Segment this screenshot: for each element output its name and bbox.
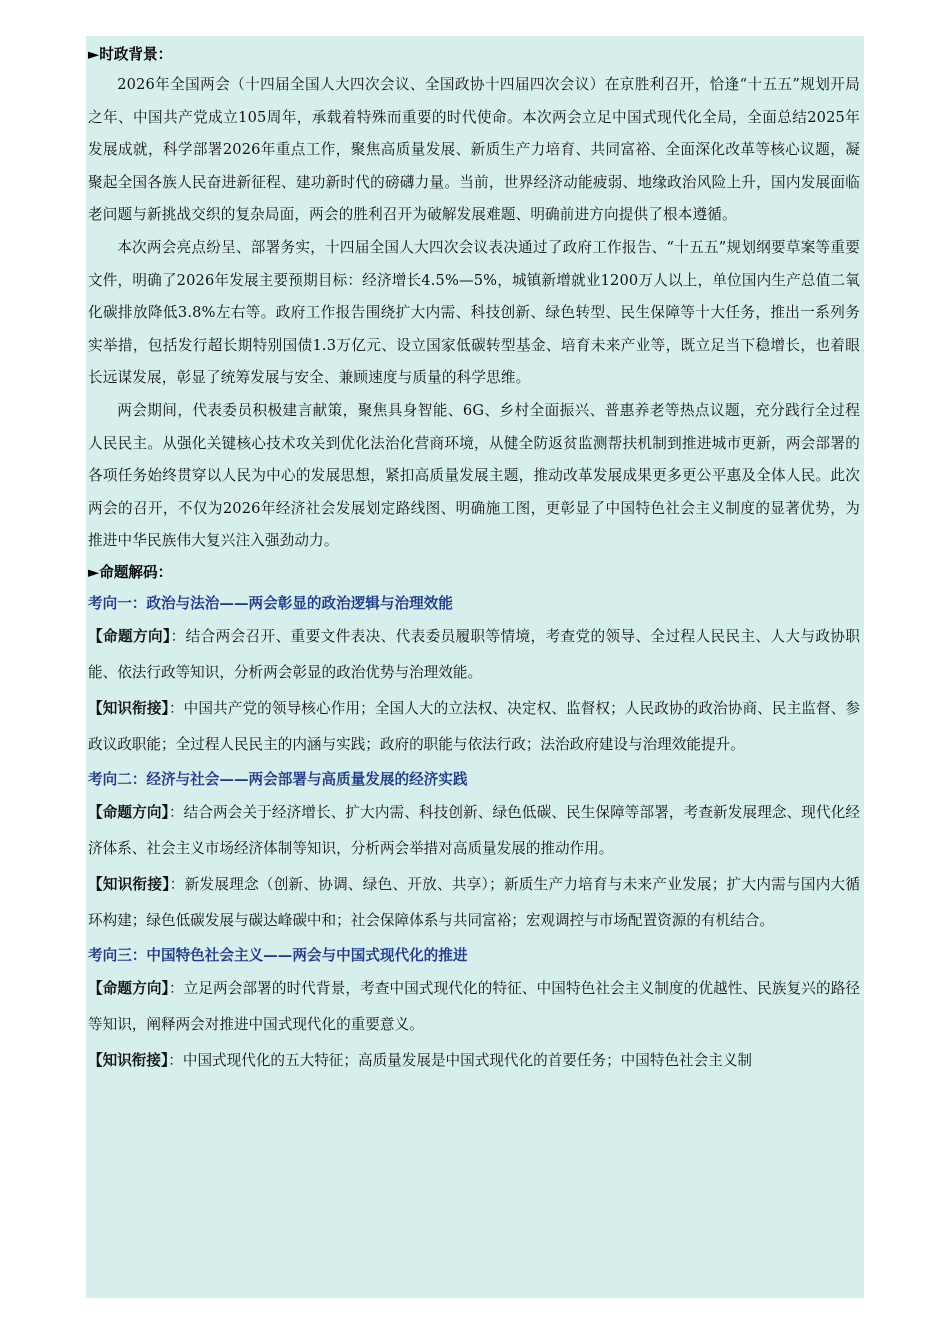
background-paragraph-2: 本次两会亮点纷呈、部署务实，十四届全国人大四次会议表决通过了政府工作报告、“十五五”规划纲要草案等重要文件，明确了2026年发展主要预期目标：经济增长4.5%—5%，城镇新增就业1200万人以上，单位国内生产总值二氧化碳排放降低3.8%左右等。政府工作报告围绕扩大内需、科技创新、绿色转型、民生保障等十大任务，推出一系列务实举措，包括发行超长期特别国债1.3万亿元、设立国家低碳转型基金、培育未来产业等，既立足当下稳增长，也着眼长远谋发展，彰显了统筹发展与安全、兼顾速度与质量的科学思维。 (88, 238, 860, 387)
zhishi-label: 【知识衔接】 (88, 875, 170, 893)
direction-2-title: 考向二：经济与社会——两会部署与高质量发展的经济实践 (88, 770, 468, 788)
direction-1-title: 考向一：政治与法治——两会彰显的政治逻辑与治理效能 (88, 594, 453, 612)
mingti-text: ：结合两会关于经济增长、扩大内需、科技创新、绿色低碳、民生保障等部署，考查新发展理念、现代化经济体系、社会主义市场经济体制等知识，分析两会举措对高质量发展的推动作用。 (88, 803, 860, 857)
mingti-label: 【命题方向】 (88, 627, 171, 645)
background-paragraph-3: 两会期间，代表委员积极建言献策，聚焦具身智能、6G、乡村全面振兴、普惠养老等热点议题，充分践行全过程人民民主。从强化关键核心技术攻关到优化法治化营商环境，从健全防返贫监测帮扶机制到推进城市更新，两会部署的各项任务始终贯穿以人民为中心的发展思想，紧扣高质量发展主题，推动改革发展成果更多更公平惠及全体人民。此次两会的召开，不仅为2026年经济社会发展划定路线图、明确施工图，更彰显了中国特色社会主义制度的显著优势，为推进中华民族伟大复兴注入强劲动力。 (88, 401, 860, 550)
direction-3-title: 考向三：中国特色社会主义——两会与中国式现代化的推进 (88, 946, 468, 964)
zhishi-text: ：中国共产党的领导核心作用；全国人大的立法权、决定权、监督权；人民政协的政治协商、民主监督、参政议政职能；全过程人民民主的内涵与实践；政府的职能与依法行政；法治政府建设与治理效能提升。 (88, 699, 860, 753)
direction-3-mingti (88, 971, 860, 1043)
direction-3-zhishi (88, 1043, 860, 1079)
zhishi-text: ：新发展理念（创新、协调、绿色、开放、共享）；新质生产力培育与未来产业发展；扩大内需与国内大循环构建；绿色低碳发展与碳达峰碳中和；社会保障体系与共同富裕；宏观调控与市场配置资源的有机结合。 (88, 875, 860, 929)
direction-1-zhishi (88, 691, 860, 763)
mingti-label: 【命题方向】 (88, 803, 169, 821)
background-paragraph-1: 2026年全国两会（十四届全国人大四次会议、全国政协十四届四次会议）在京胜利召开，恰逢“十五五”规划开局之年、中国共产党成立105周年，承载着特殊而重要的时代使命。本次两会立足中国式现代化全局，全面总结2025年发展成就，科学部署2026年重点工作，聚焦高质量发展、新质生产力培育、共同富裕、全面深化改革等核心议题，凝聚起全国各族人民奋进新征程、建功新时代的磅礴力量。当前，世界经济动能疲弱、地缘政治风险上升，国内发展面临老问题与新挑战交织的复杂局面，两会的胜利召开为破解发展难题、明确前进方向提供了根本遵循。 (88, 76, 860, 224)
direction-2-mingti (88, 795, 860, 867)
direction-2-zhishi (88, 867, 860, 939)
content-panel (86, 36, 864, 1298)
zhishi-text: ：中国式现代化的五大特征；高质量发展是中国式现代化的首要任务；中国特色社会主义制 (168, 1051, 753, 1069)
zhishi-label: 【知识衔接】 (88, 1051, 169, 1069)
mingti-text: ：立足两会部署的时代背景，考查中国式现代化的特征、中国特色社会主义制度的优越性、民族复兴的路径等知识，阐释两会对推进中国式现代化的重要意义。 (88, 979, 860, 1033)
zhishi-label: 【知识衔接】 (88, 699, 169, 717)
mingti-text: ：结合两会召开、重要文件表决、代表委员履职等情境，考查党的领导、全过程人民民主、人大与政协职能、依法行政等知识，分析两会彰显的政治优势与治理效能。 (88, 627, 860, 681)
direction-1-mingti (88, 619, 860, 691)
background-heading: ►时政背景： (88, 46, 173, 63)
decode-heading: ►命题解码： (88, 563, 173, 581)
document-body (86, 36, 864, 1079)
mingti-label: 【命题方向】 (88, 979, 169, 997)
